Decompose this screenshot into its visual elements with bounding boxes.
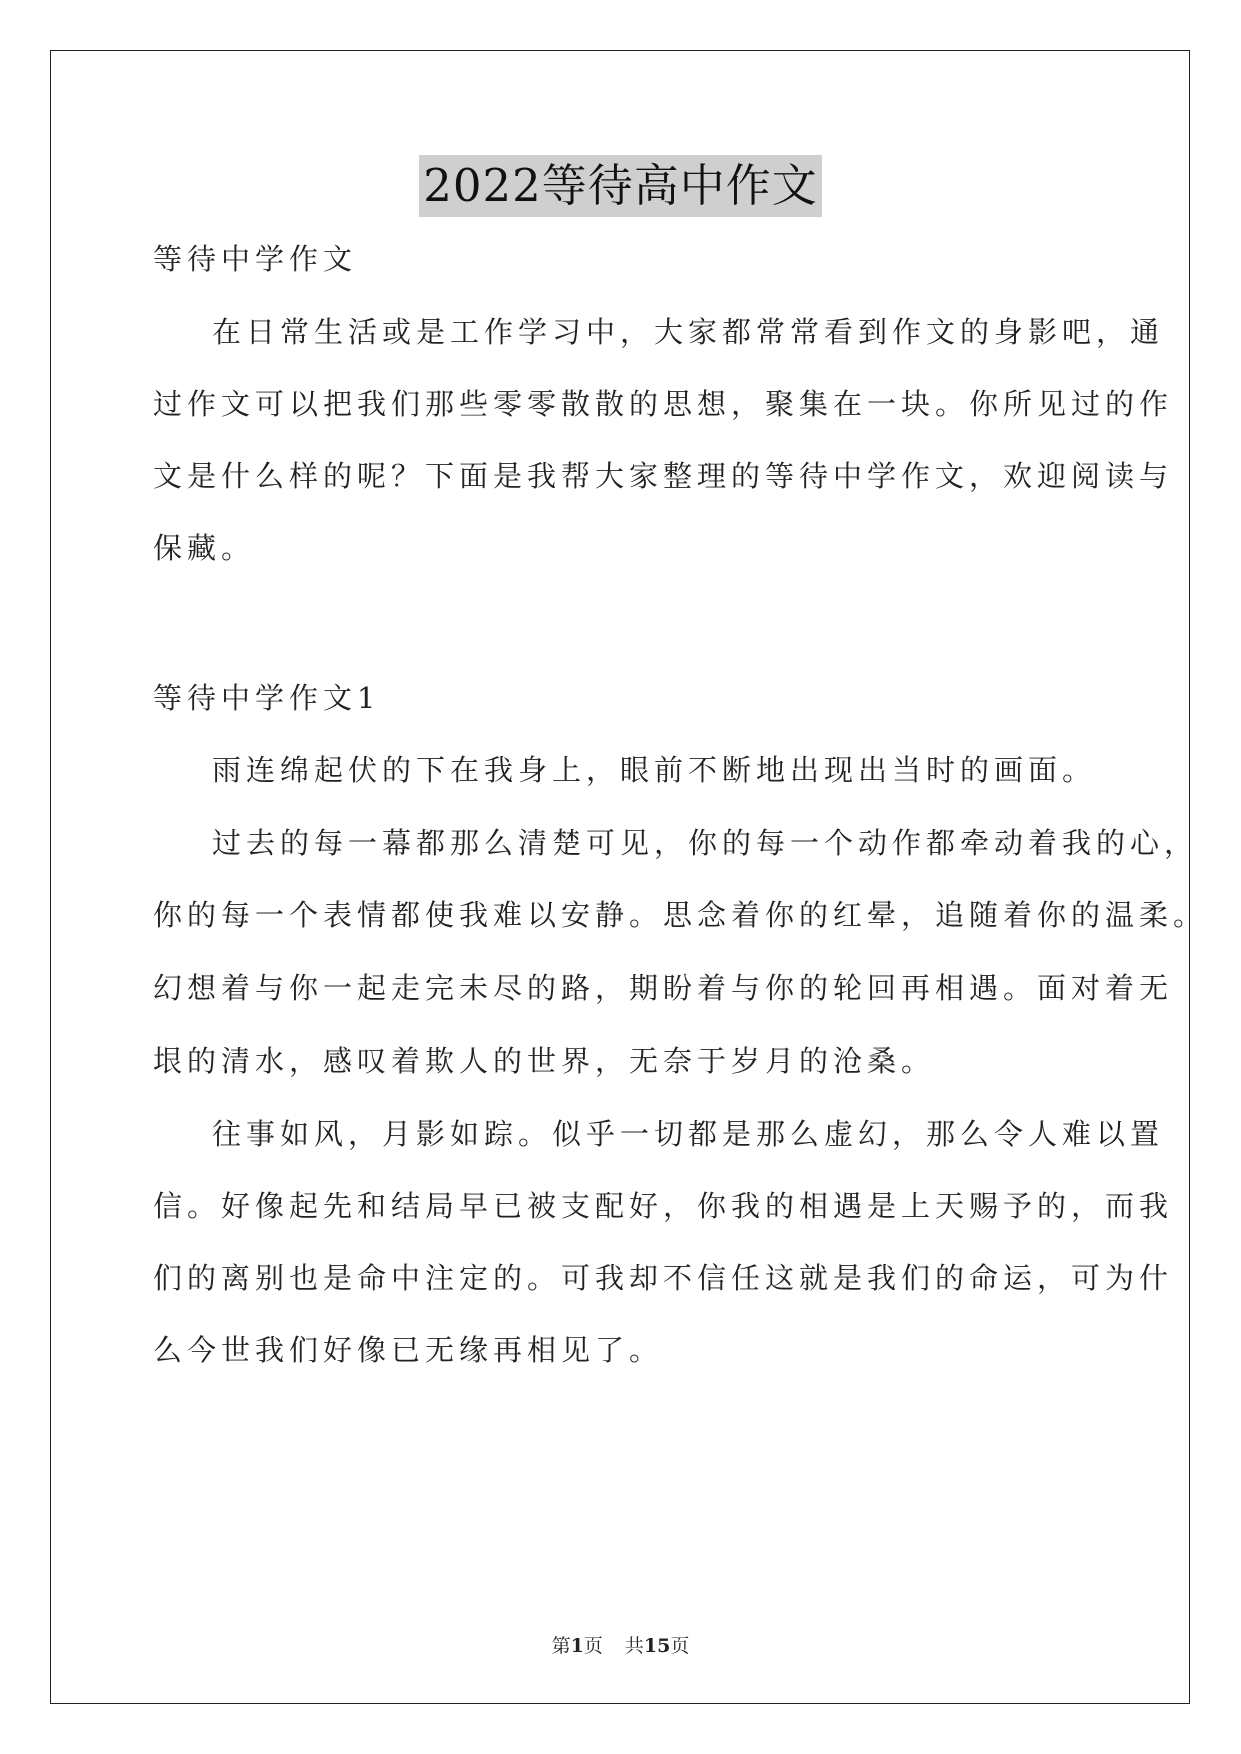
paragraph-line: 在日常生活或是工作学习中，大家都常常看到作文的身影吧，通 (212, 315, 1165, 349)
document-title: 2022等待高中作文 (419, 155, 822, 217)
page-border (50, 50, 1190, 1704)
page-prefix: 第 (551, 1635, 571, 1657)
paragraph-line: 往事如风，月影如踪。似乎一切都是那么虚幻，那么令人难以置 (212, 1117, 1165, 1151)
paragraph-line: 过去的每一幕都那么清楚可见，你的每一个动作都牵动着我的心， (212, 826, 1199, 860)
paragraph-line: 垠的清水，感叹着欺人的世界，无奈于岁月的沧桑。 (153, 1044, 936, 1078)
paragraph-line: 幻想着与你一起走完未尽的路，期盼着与你的轮回再相遇。面对着无 (153, 971, 1174, 1005)
section-heading: 等待中学作文 (153, 242, 358, 276)
paragraph-line: 信。好像起先和结局早已被支配好，你我的相遇是上天赐予的，而我 (153, 1189, 1174, 1223)
page-footer (0, 1633, 1241, 1659)
paragraph-line: 保藏。 (153, 531, 256, 565)
section-heading: 等待中学作文1 (153, 681, 381, 715)
paragraph-line: 文是什么样的呢？下面是我帮大家整理的等待中学作文，欢迎阅读与 (153, 459, 1174, 493)
total-prefix: 共 (624, 1635, 644, 1657)
page-number: 1 (570, 1635, 584, 1657)
paragraph-line: 么今世我们好像已无缘再相见了。 (153, 1333, 664, 1367)
title-container (0, 155, 1241, 217)
paragraph-line: 过作文可以把我们那些零零散散的思想，聚集在一块。你所见过的作 (153, 387, 1174, 421)
page-total: 15 (643, 1635, 671, 1657)
paragraph-line: 雨连绵起伏的下在我身上，眼前不断地出现出当时的画面。 (212, 753, 1097, 787)
paragraph-line: 你的每一个表情都使我难以安静。思念着你的红晕，追随着你的温柔。 (153, 898, 1208, 932)
page-suffix: 页 (583, 1635, 603, 1657)
total-suffix: 页 (670, 1635, 690, 1657)
paragraph-line: 们的离别也是命中注定的。可我却不信任这就是我们的命运，可为什 (153, 1261, 1174, 1295)
